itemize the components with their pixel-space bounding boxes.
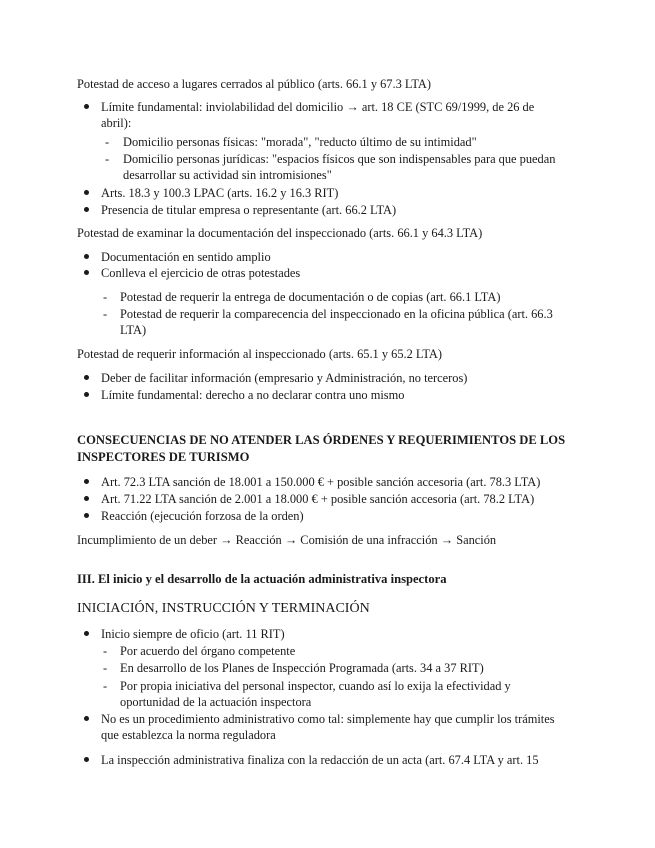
bullet-art-71-22: Art. 71.22 LTA sanción de 2.001 a 18.000 € + posible sanción accesoria (art. 78.2 LTA) <box>101 492 535 506</box>
bullet-dot <box>84 254 89 259</box>
dash-marker: - <box>103 679 108 693</box>
dash-marker: - <box>105 135 110 149</box>
subitem-personas-juridicas: Domicilio personas jurídicas: "espacios físicos que son indispensables para que puedan <box>123 152 556 166</box>
dash-marker: - <box>103 661 108 675</box>
subitem-personas-fisicas: Domicilio personas físicas: "morada", "reducto último de su intimidad" <box>123 135 477 149</box>
bullet-art-72-3: Art. 72.3 LTA sanción de 18.001 a 150.000 € + posible sanción accesoria (art. 78.3 LTA) <box>101 475 541 489</box>
subitem-personas-juridicas-cont: desarrollar su actividad sin intromisiones" <box>123 168 332 182</box>
paragraph-examinar: Potestad de examinar la documentación del inspeccionado (arts. 66.1 y 64.3 LTA) <box>77 226 483 240</box>
bullet-reaccion: Reacción (ejecución forzosa de la orden) <box>101 509 304 523</box>
bullet-dot <box>84 757 89 762</box>
bullet-dot <box>84 270 89 275</box>
subitem-entrega-documentacion: Potestad de requerir la entrega de documentación o de copias (art. 66.1 LTA) <box>120 290 501 304</box>
bullet-arts-lpac: Arts. 18.3 y 100.3 LPAC (arts. 16.2 y 16.3 RIT) <box>101 186 339 200</box>
dash-marker: - <box>103 307 108 321</box>
bullet-dot <box>84 631 89 636</box>
bullet-dot <box>84 479 89 484</box>
bullet-dot <box>84 104 89 109</box>
bullet-otras-potestades: Conlleva el ejercicio de otras potestades <box>101 266 301 280</box>
subitem-planes-inspeccion: En desarrollo de los Planes de Inspección Programada (arts. 34 a 37 RIT) <box>120 661 484 675</box>
subitem-comparecencia: Potestad de requerir la comparecencia del inspeccionado en la oficina pública (art. 66.3 <box>120 307 553 321</box>
bullet-no-declarar: Límite fundamental: derecho a no declarar contra uno mismo <box>101 388 405 402</box>
paragraph-incumplimiento: Incumplimiento de un deber → Reacción → Comisión de una infracción → Sanción <box>77 533 497 547</box>
heading-consecuencias: CONSECUENCIAS DE NO ATENDER LAS ÓRDENES Y REQUERIMIENTOS DE LOS <box>77 433 566 447</box>
bullet-limite-domicilio-cont: abril): <box>101 116 132 130</box>
bullet-dot <box>84 190 89 195</box>
subitem-propia-iniciativa: Por propia iniciativa del personal inspector, cuando así lo exija la efectividad y <box>120 679 511 693</box>
bullet-dot <box>84 496 89 501</box>
dash-marker: - <box>103 644 108 658</box>
subitem-acuerdo-organo: Por acuerdo del órgano competente <box>120 644 296 658</box>
bullet-dot <box>84 513 89 518</box>
subheading-iniciacion: INICIACIÓN, INSTRUCCIÓN Y TERMINACIÓN <box>77 601 370 616</box>
bullet-documentacion: Documentación en sentido amplio <box>101 250 271 264</box>
heading-consecuencias-cont: INSPECTORES DE TURISMO <box>77 450 250 464</box>
bullet-dot <box>84 207 89 212</box>
bullet-deber-facilitar: Deber de facilitar información (empresario y Administración, no terceros) <box>101 371 468 385</box>
paragraph-acceso: Potestad de acceso a lugares cerrados al público (arts. 66.1 y 67.3 LTA) <box>77 77 431 91</box>
paragraph-informacion: Potestad de requerir información al inspeccionado (arts. 65.1 y 65.2 LTA) <box>77 347 443 361</box>
bullet-dot <box>84 716 89 721</box>
bullet-inicio-oficio: Inicio siempre de oficio (art. 11 RIT) <box>101 627 285 641</box>
bullet-no-procedimiento: No es un procedimiento administrativo como tal: simplemente hay que cumplir los trámites <box>101 712 555 726</box>
bullet-no-procedimiento-cont: que establezca la norma reguladora <box>101 728 276 742</box>
bullet-dot <box>84 375 89 380</box>
subitem-comparecencia-cont: LTA) <box>120 323 147 337</box>
subitem-propia-iniciativa-cont: oportunidad de la actuación inspectora <box>120 695 312 709</box>
bullet-acta: La inspección administrativa finaliza con la redacción de un acta (art. 67.4 LTA y art. 15 <box>101 753 539 767</box>
dash-marker: - <box>105 152 110 166</box>
heading-section-iii: III. El inicio y el desarrollo de la actuación administrativa inspectora <box>77 572 447 586</box>
bullet-limite-domicilio: Límite fundamental: inviolabilidad del domicilio → art. 18 CE (STC 69/1999, de 26 de <box>101 100 535 114</box>
bullet-presencia-titular: Presencia de titular empresa o representante (art. 66.2 LTA) <box>101 203 397 217</box>
bullet-dot <box>84 392 89 397</box>
dash-marker: - <box>103 290 108 304</box>
